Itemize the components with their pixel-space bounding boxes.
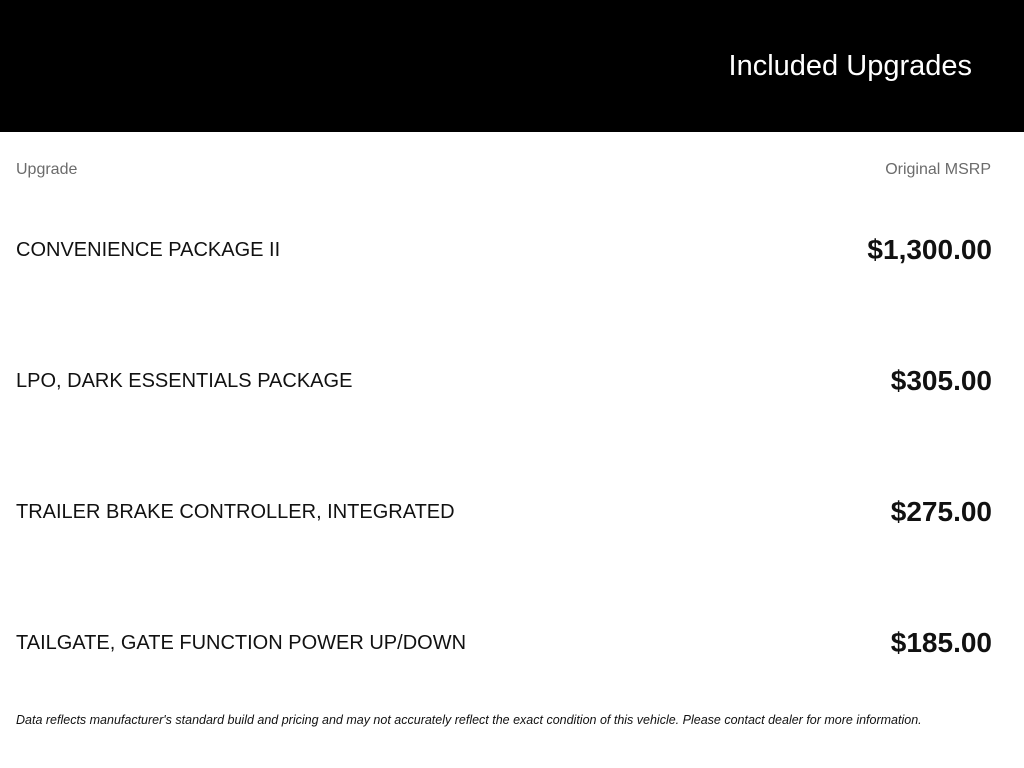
upgrade-price: $185.00 [890, 627, 992, 658]
upgrade-name: TAILGATE, GATE FUNCTION POWER UP/DOWN [16, 632, 467, 654]
column-header-msrp: Original MSRP [885, 161, 991, 178]
upgrade-row [16, 228, 992, 272]
upgrade-row [16, 490, 992, 534]
disclaimer-text: Data reflects manufacturer's standard build and pricing and may not accurately reflect the exact condition of this vehicle. Please contact dealer for more information. [16, 713, 922, 727]
upgrade-row [16, 621, 992, 665]
upgrade-row [16, 359, 992, 403]
header-bar [0, 0, 1024, 132]
upgrade-price: $1,300.00 [867, 234, 992, 265]
upgrade-price: $305.00 [890, 365, 992, 396]
upgrade-name: CONVENIENCE PACKAGE II [16, 239, 281, 261]
upgrade-name: TRAILER BRAKE CONTROLLER, INTEGRATED [16, 501, 455, 523]
upgrade-price: $275.00 [890, 496, 992, 527]
upgrade-name: LPO, DARK ESSENTIALS PACKAGE [16, 370, 353, 392]
column-header-upgrade: Upgrade [16, 161, 78, 178]
page-title: Included Upgrades [728, 50, 972, 82]
